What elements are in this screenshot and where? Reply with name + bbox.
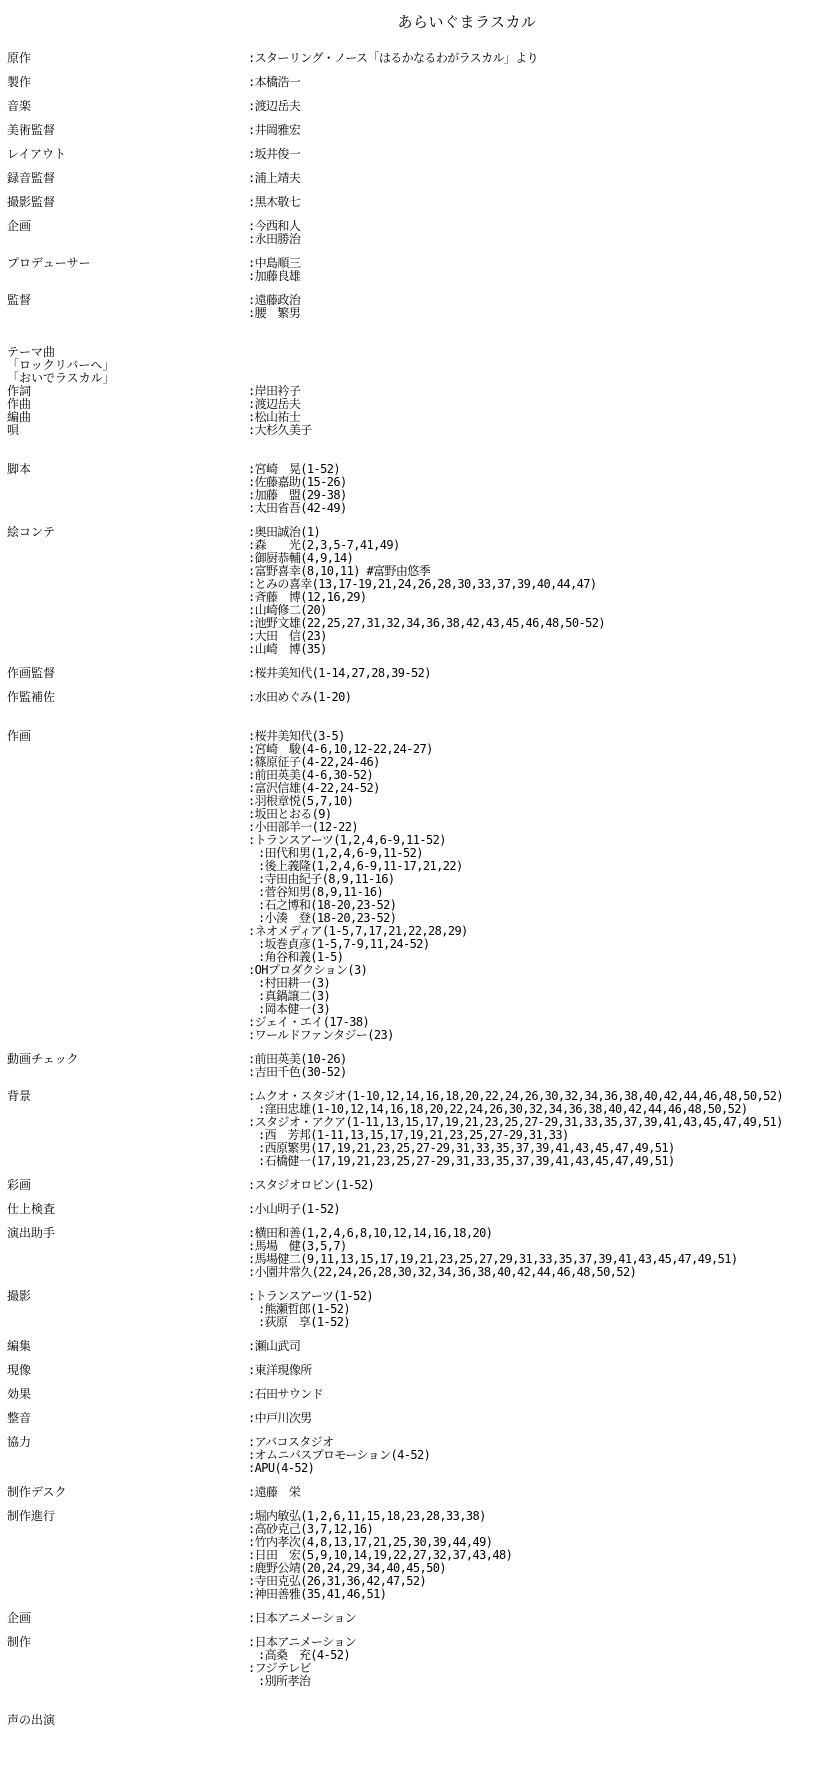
theme-credit-row [7,385,817,398]
credit-row [7,463,817,515]
credit-value: :馬場 健(3,5,7) [248,1239,347,1253]
credit-row [7,1412,817,1425]
credit-row [7,691,817,704]
credit-value: :ワールドファンタジー(23) [248,1028,394,1042]
credit-value: :山崎 博(35) [248,642,327,656]
credit-value: :小山明子(1-52) [248,1202,340,1216]
credit-value: :後上義隆(1,2,4,6-9,11-17,21,22) [258,859,463,873]
credit-value: :富沢信雄(4-22,24-52) [248,781,380,795]
theme-credit-value: :岸田衿子 [248,384,301,398]
credit-values [248,1179,817,1192]
credit-value: :菅谷知男(8,9,11-16) [258,885,384,899]
credit-label: レイアウト [7,147,67,161]
credit-label: 美術監督 [7,123,56,137]
credit-values [248,1612,817,1625]
credit-value: :浦上靖夫 [248,171,301,185]
credit-row [7,1203,817,1216]
credit-value: :日田 宏(5,9,10,14,19,22,27,32,37,43,48) [248,1548,513,1562]
credit-value: :スターリング・ノース「はるかなるわがラスカル」より [248,51,539,65]
credit-value: :桜井美知代(3-5) [248,729,345,743]
credit-row [7,172,817,185]
credit-value: :加藤良雄 [248,269,301,283]
credit-values [248,1053,817,1079]
credit-values [248,76,817,89]
credit-value: :今西和人 [248,219,301,233]
credit-values [248,526,817,656]
credit-row [7,1179,817,1192]
credit-values [248,1510,817,1601]
credit-label: 動画チェック [7,1052,79,1066]
credit-value: :小湊 登(18-20,23-52) [258,911,397,925]
credit-value: :竹内孝次(4,8,13,17,21,25,30,39,44,49) [248,1535,493,1549]
credit-values [248,148,817,161]
credit-value: :西原繁男(17,19,21,23,25,27-29,31,33,35,37,39,41,43,45,47,49,51) [258,1141,675,1155]
credit-row [7,1053,817,1079]
credit-value: :スタジオ・アクア(1-11,13,15,17,19,21,23,25,27-29,31,33,35,37,39,41,43,45,47,49,51) [248,1115,783,1129]
credit-value: :吉田千色(30-52) [248,1065,347,1079]
credit-values [248,52,817,65]
theme-credit-label: 作曲 [7,397,32,411]
credit-value: :永田勝治 [248,232,301,246]
credit-values [248,1090,817,1168]
credit-value: :ネオメディア(1-5,7,17,21,22,28,29) [248,924,468,938]
credit-value: :日本アニメーション [248,1611,357,1625]
credit-value: :遠藤政治 [248,293,301,307]
theme-song-block [7,346,817,437]
credit-value: :中島順三 [248,256,301,270]
credit-label: 仕上検査 [7,1202,56,1216]
credit-values [248,124,817,137]
credit-values [248,196,817,209]
credit-value: :前田英美(4-6,30-52) [248,768,374,782]
credit-label: 作画 [7,729,32,743]
credit-values [248,257,817,283]
credit-row [7,294,817,320]
credit-row [7,124,817,137]
credit-value: :田代和男(1,2,4,6-9,11-52) [258,846,423,860]
credit-values [248,220,817,246]
credit-value: :熊瀬哲郎(1-52) [258,1302,350,1316]
credit-value: :山崎修二(20) [248,603,327,617]
credit-value: :高桑 充(4-52) [258,1648,350,1662]
credit-row [7,1090,817,1168]
page-title: あらいぐまラスカル [397,13,537,31]
credit-value: :村田耕一(3) [258,976,331,990]
credit-value: :アバコスタジオ [248,1435,334,1449]
credit-value: :森 光(2,3,5-7,41,49) [248,538,400,552]
credit-value: :ムクオ・スタジオ(1-10,12,14,16,18,20,22,24,26,30,32,34,36,38,40,42,44,46,48,50,52) [248,1089,784,1103]
credit-value: :斉藤 博(12,16,29) [248,590,367,604]
credit-label: 監督 [7,293,32,307]
credit-row [7,1227,817,1279]
credit-value: :神田善雅(35,41,46,51) [248,1587,387,1601]
credit-values [248,730,817,1042]
credit-value: :水田めぐみ(1-20) [248,690,352,704]
theme-credit-row [7,398,817,411]
credit-value: :本橋浩一 [248,75,301,89]
theme-credit-label: 唄 [7,423,20,437]
credit-row [7,730,817,1042]
credit-value: :御厨恭輔(4,9,14) [248,551,354,565]
credit-value: :小田部羊一(12-22) [248,820,358,834]
credits-list [7,52,817,1738]
credit-row [7,196,817,209]
credit-value: :真鍋譲二(3) [258,989,331,1003]
credit-label: 背景 [7,1089,32,1103]
credit-value: :坂井俊一 [248,147,301,161]
credit-value: :鹿野公靖(20,24,29,34,40,45,50) [248,1561,446,1575]
credit-value: :高砂克己(3,7,12,16) [248,1522,374,1536]
credit-label: 撮影監督 [7,195,56,209]
credit-value: :池野文雄(22,25,27,31,32,34,36,38,42,43,45,46,48,50-52) [248,616,605,630]
credit-values [248,667,817,680]
credit-value: :瀬山武司 [248,1339,301,1353]
credit-value: :加藤 盟(29-38) [248,488,347,502]
credit-values [248,172,817,185]
credit-label: 制作進行 [7,1509,56,1523]
credit-value: :前田英美(10-26) [248,1052,347,1066]
credit-label: 彩画 [7,1178,32,1192]
credit-row [7,1436,817,1475]
credit-value: :東洋現像所 [248,1363,312,1377]
credit-row [7,76,817,89]
credit-row [7,1612,817,1625]
credit-value: :岡本健一(3) [258,1002,331,1016]
credit-value: :西 芳邦(1-11,13,15,17,19,21,23,25,27-29,31,33) [258,1128,569,1142]
credit-label: 脚本 [7,462,32,476]
credit-label: 制作 [7,1635,32,1649]
credit-value: :馬場健二(9,11,13,15,17,19,21,23,25,27,29,31,33,35,37,39,41,43,45,47,49,51) [248,1252,738,1266]
credit-value: :黒木敬七 [248,195,301,209]
theme-song-heading: 「おいでラスカル」 [7,371,115,385]
credit-value: :太田省吾(42-49) [248,501,347,515]
credit-value: :坂田とおる(9) [248,807,332,821]
theme-credit-row [7,411,817,424]
credit-row [7,1486,817,1499]
credit-value: :篠原征子(4-22,24-46) [248,755,380,769]
credit-label: 録音監督 [7,171,56,185]
credit-value: :石橋健一(17,19,21,23,25,27-29,31,33,35,37,39,41,43,45,47,49,51) [258,1154,675,1168]
credit-value: :渡辺岳夫 [248,99,301,113]
credit-value: :ジェイ・エイ(17-38) [248,1015,370,1029]
credit-value: :桜井美知代(1-14,27,28,39-52) [248,666,431,680]
credit-value: :APU(4-52) [248,1461,315,1475]
credit-value: :日本アニメーション [248,1635,357,1649]
credit-value: :横田和善(1,2,4,6,8,10,12,14,16,18,20) [248,1226,493,1240]
credit-value: :トランスアーツ(1,2,4,6-9,11-52) [248,833,446,847]
theme-credit-label: 編曲 [7,410,32,424]
credit-label: 企画 [7,1611,32,1625]
credit-value: :羽根章悦(5,7,10) [248,794,354,808]
credit-value: :中戸川次男 [248,1411,312,1425]
credit-value: :別所孝治 [258,1674,311,1688]
credit-label: 作監補佐 [7,690,56,704]
credit-row [7,148,817,161]
credit-values [248,1388,817,1401]
credit-value: :遠藤 栄 [248,1485,301,1499]
credit-values [248,294,817,320]
credit-value: :窪田忠雄(1-10,12,14,16,18,20,22,24,26,30,32,34,36,38,40,42,44,46,48,50,52) [258,1102,748,1116]
credit-row [7,257,817,283]
credit-value: :宮崎 駿(4-6,10,12-22,24-27) [248,742,433,756]
credit-values [248,1227,817,1279]
credit-value: :富野喜幸(8,10,11) #富野由悠季 [248,564,431,578]
credit-row [7,1510,817,1601]
credit-label: 演出助手 [7,1226,56,1240]
theme-credit-row [7,424,817,437]
credit-value: :堀内敏弘(1,2,6,11,15,18,23,28,33,38) [248,1509,486,1523]
credit-row [7,526,817,656]
credit-row [7,1636,817,1688]
credit-values [248,1290,817,1329]
credit-label: 声の出演 [7,1713,56,1727]
theme-credit-value: :松山祐士 [248,410,301,424]
credit-value: :井岡雅宏 [248,123,301,137]
credit-label: 整音 [7,1411,32,1425]
credit-label: 編集 [7,1339,32,1353]
credit-values [248,1486,817,1499]
credit-value: :坂巻貞彦(1-5,7-9,11,24-52) [258,937,430,951]
credit-values [248,1412,817,1425]
credit-row [7,1714,817,1727]
credit-value: :小園井常久(22,24,26,28,30,32,34,36,38,40,42,44,46,48,50,52) [248,1265,637,1279]
credit-label: 絵コンテ [7,525,56,539]
credit-label: 撮影 [7,1289,32,1303]
credit-label: 製作 [7,75,32,89]
credit-label: 作画監督 [7,666,56,680]
credit-values [248,1340,817,1353]
credit-label: 企画 [7,219,32,233]
credit-label: 音楽 [7,99,32,113]
credit-row [7,220,817,246]
credit-value: :奥田誠治(1) [248,525,321,539]
credit-values [248,1364,817,1377]
credit-values [248,463,817,515]
credit-value: :石田サウンド [248,1387,324,1401]
credit-value: :OHプロダクション(3) [248,963,368,977]
credit-row [7,1290,817,1329]
credit-value: :佐藤嘉助(15-26) [248,475,347,489]
credit-value: :寺田由紀子(8,9,11-16) [258,872,395,886]
credit-value: :荻原 享(1-52) [258,1315,350,1329]
credit-row [7,100,817,113]
credit-value: :とみの喜幸(13,17-19,21,24,26,28,30,33,37,39,40,44,47) [248,577,597,591]
theme-credit-label: 作詞 [7,384,32,398]
credit-row [7,1340,817,1353]
credit-value: :石之博和(18-20,23-52) [258,898,397,912]
credit-value: :スタジオロビン(1-52) [248,1178,375,1192]
credit-value: :オムニバスプロモーション(4-52) [248,1448,431,1462]
credit-value: :腰 繁男 [248,306,301,320]
credit-values [248,100,817,113]
credit-row [7,1364,817,1377]
credit-label: 原作 [7,51,32,65]
theme-credit-value: :渡辺岳夫 [248,397,301,411]
credit-row [7,52,817,65]
credit-label: 制作デスク [7,1485,67,1499]
credit-label: 協力 [7,1435,32,1449]
credit-values [248,1203,817,1216]
theme-credit-value: :大杉久美子 [248,423,312,437]
credit-label: プロデューサー [7,256,91,270]
credit-value: :大田 信(23) [248,629,327,643]
credit-label: 現像 [7,1363,32,1377]
credit-row [7,1388,817,1401]
credit-value: :角谷和義(1-5) [258,950,344,964]
theme-song-heading: テーマ曲 [7,345,56,359]
theme-song-heading: 「ロックリバーへ」 [7,358,115,372]
credit-value: :フジテレビ [248,1661,311,1675]
credit-label: 効果 [7,1387,32,1401]
credit-value: :トランスアーツ(1-52) [248,1289,373,1303]
credit-values [248,1436,817,1475]
credit-value: :寺田克弘(26,31,36,42,47,52) [248,1574,427,1588]
credit-values [248,1714,817,1727]
credit-values [248,1636,817,1688]
credit-values [248,691,817,704]
credit-row [7,667,817,680]
credit-value: :宮崎 晃(1-52) [248,462,340,476]
